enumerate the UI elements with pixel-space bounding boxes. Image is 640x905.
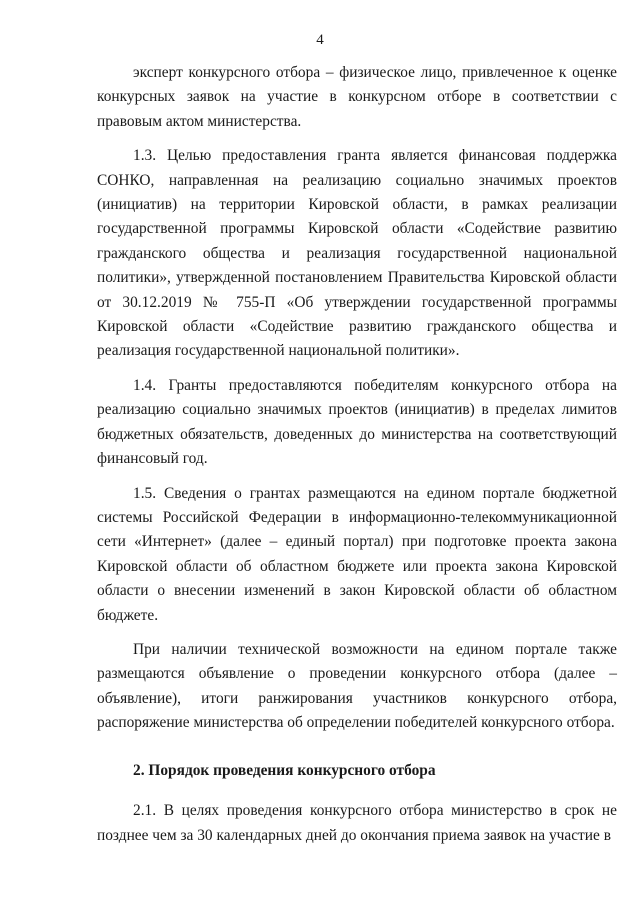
paragraph-1-4: 1.4. Гранты предоставляются победителям конкурсного отбора на реализацию социально значимых проектов (инициатив) в пределах лимитов бюджетных обязательств, доведенных до министерства на соответствующий финансовый год. xyxy=(97,376,617,468)
paragraph-1-3: 1.3. Целью предоставления гранта является финансовая поддержка СОНКО, направленная на реализацию социально значимых проектов (инициатив) на территории Кировской области, в рамках реализации государственной программы Кировской области «Содействие развитию гражданского общества и реализация государственной национальной политики», утвержденной постановлением Правительства Кировской области от 30.12.2019 № 755-П «Об утверждении государственной программы Кировской области «Содействие развитию гражданского общества и реализация государственной национальной политики». xyxy=(97,147,617,360)
paragraph-2-1: 2.1. В целях проведения конкурсного отбора министерство в срок не позднее чем за 30 календарных дней до окончания приема заявок на участие в xyxy=(97,802,617,844)
paragraph-technical-possibility: При наличии технической возможности на едином портале также размещаются объявление о проведении конкурсного отбора (далее – объявление), итоги ранжирования участников конкурсного отбора, распоряжение министерства об определении победителей конкурсного отбора. xyxy=(97,640,617,732)
paragraph-expert-definition: эксперт конкурсного отбора – физическое лицо, привлеченное к оценке конкурсных заявок на участие в конкурсном отборе в соответствии с правовым актом министерства. xyxy=(97,64,617,130)
section-2-heading: 2. Порядок проведения конкурсного отбора xyxy=(133,762,436,779)
page-number: 4 xyxy=(316,32,324,48)
document-body xyxy=(97,61,617,736)
paragraph-1-5: 1.5. Сведения о грантах размещаются на едином портале бюджетной системы Российской Федерации в информационно-телекоммуникационной сети «Интернет» (далее – единый портал) при подготовке проекта закона Кировской области об областном бюджете или проекта закона Кировской области о внесении изменений в закон Кировской области об областном бюджете. xyxy=(97,484,617,624)
section-2 xyxy=(97,759,617,848)
